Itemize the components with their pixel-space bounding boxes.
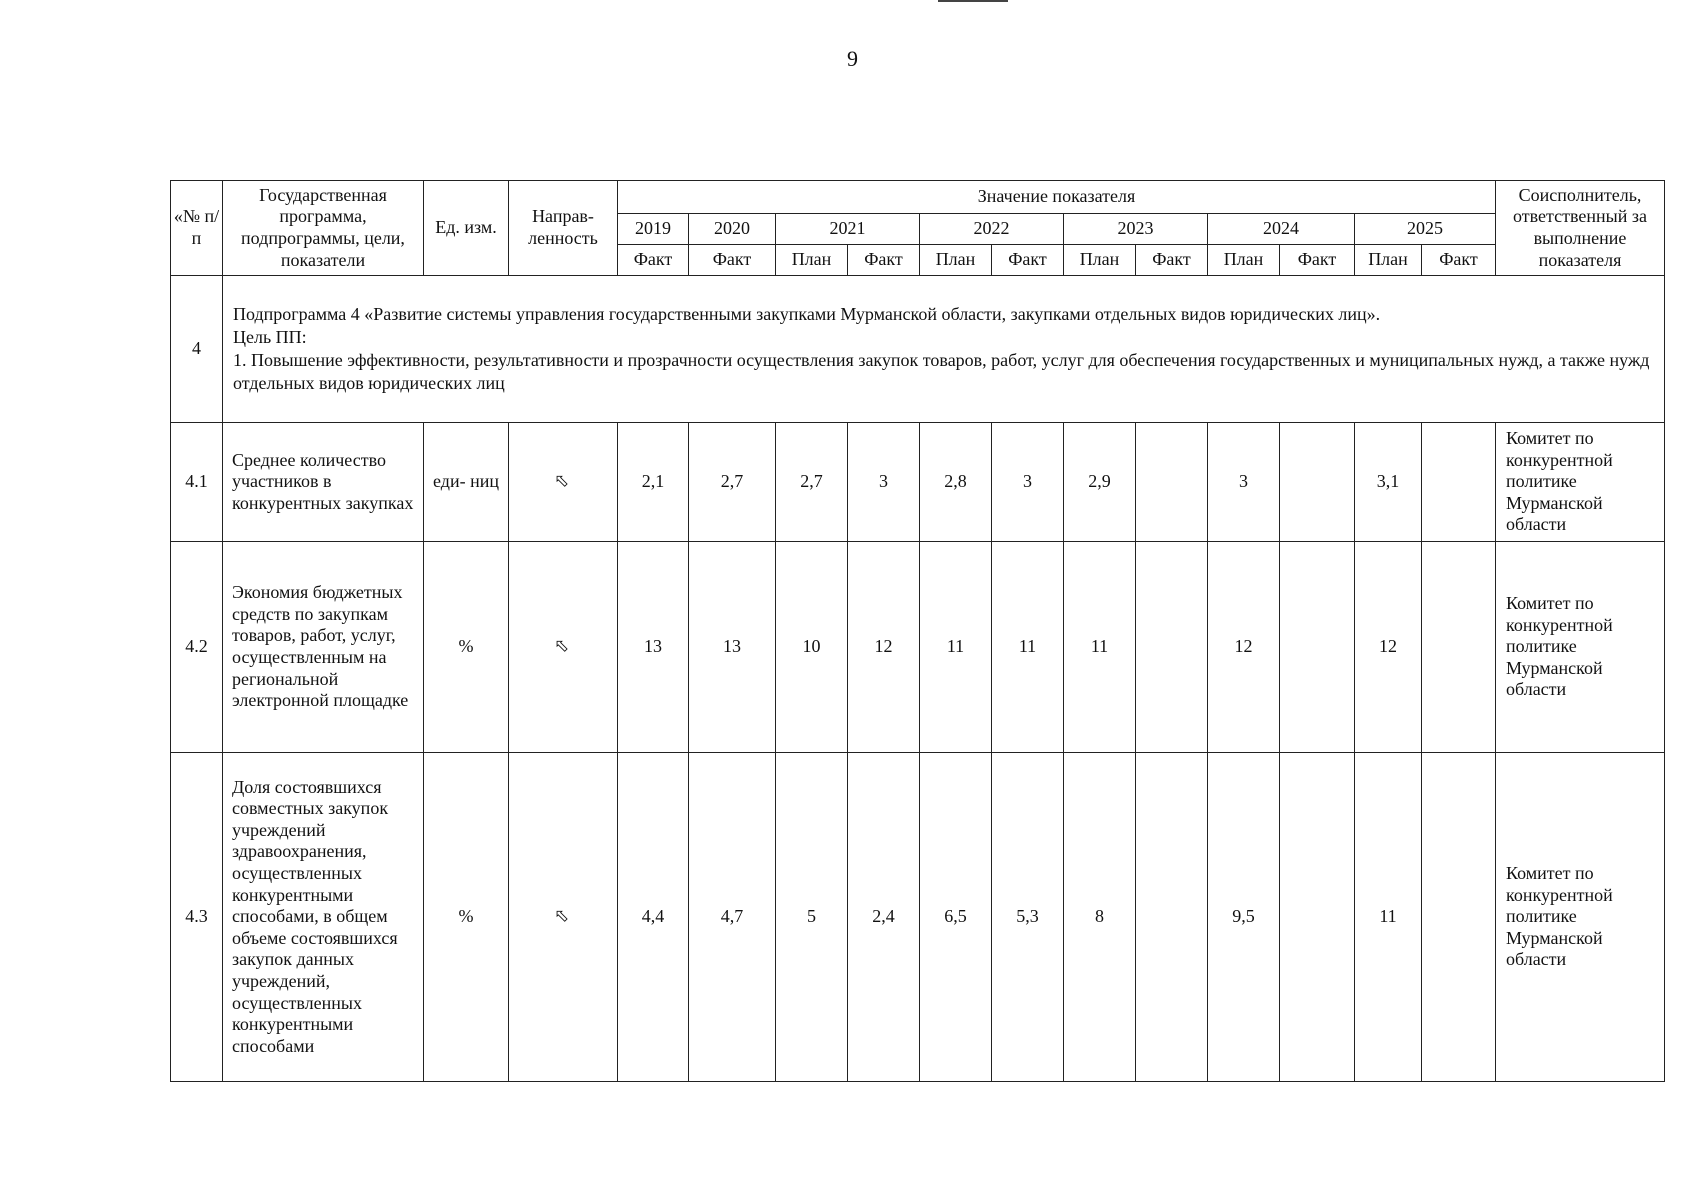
indicator-unit: еди- ниц bbox=[424, 423, 509, 542]
value-cell bbox=[1136, 423, 1208, 542]
value-cell bbox=[1422, 753, 1496, 1082]
row-num: 4.3 bbox=[171, 753, 223, 1082]
subprogram-title: Подпрограмма 4 «Развитие системы управления государственными закупками Мурманской области, закупками отдельных видов юридических лиц». bbox=[233, 303, 1381, 324]
executor-cell: Комитет по конкурентной политике Мурманской области bbox=[1496, 753, 1665, 1082]
indicator-name: Доля состоявшихся совместных закупок учреждений здравоохранения, осуществленных конкурентными способами, в общем объеме состоявшихся закупок данных учреждений, осуществленных конкурентными способами bbox=[223, 753, 424, 1082]
value-cell: 11 bbox=[920, 542, 992, 753]
row-num: 4.1 bbox=[171, 423, 223, 542]
value-cell: 3 bbox=[1208, 423, 1280, 542]
header-sub-9: Факт bbox=[1280, 245, 1355, 276]
header-num: «№ п/п bbox=[171, 181, 223, 276]
header-sub-7: Факт bbox=[1136, 245, 1208, 276]
value-cell: 11 bbox=[992, 542, 1064, 753]
header-sub-5: Факт bbox=[992, 245, 1064, 276]
value-cell: 2,7 bbox=[776, 423, 848, 542]
arrow-up-right-icon: ⇧ bbox=[550, 634, 576, 660]
value-cell bbox=[1422, 542, 1496, 753]
value-cell: 3,1 bbox=[1355, 423, 1422, 542]
header-sub-8: План bbox=[1208, 245, 1280, 276]
value-cell bbox=[1280, 542, 1355, 753]
value-cell: 12 bbox=[1208, 542, 1280, 753]
subprogram-goal-label: Цель ПП: bbox=[233, 326, 307, 347]
value-cell bbox=[1136, 753, 1208, 1082]
header-direction: Направ- ленность bbox=[509, 181, 618, 276]
direction-cell bbox=[509, 423, 618, 542]
executor-cell: Комитет по конкурентной политике Мурманской области bbox=[1496, 542, 1665, 753]
header-sub-2: План bbox=[776, 245, 848, 276]
value-cell: 2,9 bbox=[1064, 423, 1136, 542]
page-top-mark bbox=[938, 0, 1008, 2]
indicator-name: Среднее количество участников в конкурентных закупках bbox=[223, 423, 424, 542]
table-row bbox=[171, 753, 1665, 1082]
indicator-name: Экономия бюджетных средств по закупкам товаров, работ, услуг, осуществленным на региональной электронной площадке bbox=[223, 542, 424, 753]
table-row bbox=[171, 542, 1665, 753]
value-cell bbox=[1280, 423, 1355, 542]
value-cell: 2,7 bbox=[689, 423, 776, 542]
header-value-group: Значение показателя bbox=[618, 181, 1496, 214]
value-cell: 2,1 bbox=[618, 423, 689, 542]
header-year-2024: 2024 bbox=[1208, 214, 1355, 245]
header-sub-0: Факт bbox=[618, 245, 689, 276]
value-cell: 13 bbox=[618, 542, 689, 753]
header-executor: Соисполнитель, ответственный за выполнение показателя bbox=[1496, 181, 1665, 276]
header-sub-6: План bbox=[1064, 245, 1136, 276]
direction-cell bbox=[509, 542, 618, 753]
value-cell: 11 bbox=[1355, 753, 1422, 1082]
value-cell: 4,4 bbox=[618, 753, 689, 1082]
header-program: Государственная программа, подпрограммы, цели, показатели bbox=[223, 181, 424, 276]
subprogram-goal: 1. Повышение эффективности, результативности и прозрачности осуществления закупок товаров, работ, услуг для обеспечения государственных и муниципальных нужд, а также нужд отдельных видов юридических лиц bbox=[233, 350, 1650, 394]
direction-cell bbox=[509, 753, 618, 1082]
subprogram-row bbox=[171, 276, 1665, 423]
header-sub-3: Факт bbox=[848, 245, 920, 276]
subprogram-num: 4 bbox=[171, 276, 223, 423]
arrow-up-right-icon: ⇧ bbox=[550, 904, 576, 930]
table-row bbox=[171, 423, 1665, 542]
value-cell: 2,8 bbox=[920, 423, 992, 542]
header-sub-4: План bbox=[920, 245, 992, 276]
value-cell: 8 bbox=[1064, 753, 1136, 1082]
header-year-2019: 2019 bbox=[618, 214, 689, 245]
value-cell: 4,7 bbox=[689, 753, 776, 1082]
value-cell bbox=[1136, 542, 1208, 753]
header-year-2023: 2023 bbox=[1064, 214, 1208, 245]
header-sub-10: План bbox=[1355, 245, 1422, 276]
header-year-2025: 2025 bbox=[1355, 214, 1496, 245]
indicator-unit: % bbox=[424, 753, 509, 1082]
page-number: 9 bbox=[847, 46, 858, 71]
value-cell bbox=[1280, 753, 1355, 1082]
value-cell: 2,4 bbox=[848, 753, 920, 1082]
header-year-2021: 2021 bbox=[776, 214, 920, 245]
value-cell: 10 bbox=[776, 542, 848, 753]
value-cell: 9,5 bbox=[1208, 753, 1280, 1082]
header-sub-1: Факт bbox=[689, 245, 776, 276]
value-cell: 6,5 bbox=[920, 753, 992, 1082]
value-cell bbox=[1422, 423, 1496, 542]
executor-cell: Комитет по конкурентной политике Мурманской области bbox=[1496, 423, 1665, 542]
value-cell: 5,3 bbox=[992, 753, 1064, 1082]
arrow-up-right-icon: ⇧ bbox=[550, 469, 576, 495]
value-cell: 12 bbox=[848, 542, 920, 753]
header-year-2020: 2020 bbox=[689, 214, 776, 245]
value-cell: 3 bbox=[992, 423, 1064, 542]
row-num: 4.2 bbox=[171, 542, 223, 753]
indicator-unit: % bbox=[424, 542, 509, 753]
indicators-table bbox=[170, 180, 1665, 1082]
header-sub-11: Факт bbox=[1422, 245, 1496, 276]
value-cell: 13 bbox=[689, 542, 776, 753]
header-year-2022: 2022 bbox=[920, 214, 1064, 245]
value-cell: 3 bbox=[848, 423, 920, 542]
value-cell: 11 bbox=[1064, 542, 1136, 753]
value-cell: 12 bbox=[1355, 542, 1422, 753]
value-cell: 5 bbox=[776, 753, 848, 1082]
subprogram-description bbox=[223, 276, 1665, 423]
header-unit: Ед. изм. bbox=[424, 181, 509, 276]
